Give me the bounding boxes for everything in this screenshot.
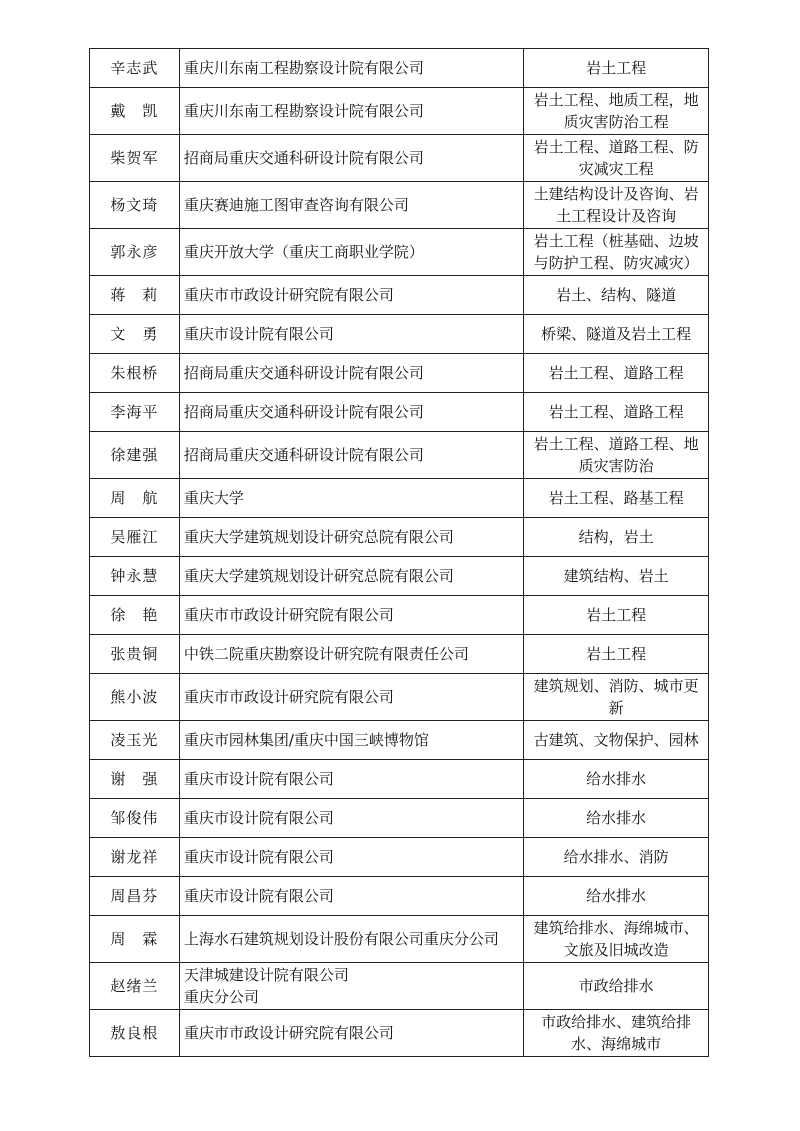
table-row [90,963,709,1010]
expert-name-cell: 辛志武 [90,49,180,88]
organization-cell [179,229,523,276]
expert-name-cell: 徐建强 [90,432,180,479]
organization-line: 重庆市设计院有限公司 [183,848,334,866]
specialty-cell: 岩土工程、地质工程，地质灾害防治工程 [524,88,709,135]
organization-line: 重庆市设计院有限公司 [183,887,334,905]
organization-cell [179,393,523,432]
expert-name-cell: 徐 艳 [90,596,180,635]
organization-line: 招商局重庆交通科研设计院有限公司 [183,149,424,167]
organization-line: 重庆市设计院有限公司 [183,809,334,827]
table-row [90,877,709,916]
specialty-cell: 岩土工程 [524,635,709,674]
table-row [90,229,709,276]
expert-name-cell: 郭永彦 [90,229,180,276]
expert-name-cell: 赵绪兰 [90,963,180,1010]
organization-cell [179,135,523,182]
organization-cell [179,315,523,354]
organization-cell [179,479,523,518]
table-row [90,479,709,518]
table-row [90,135,709,182]
specialty-cell: 给水排水 [524,760,709,799]
expert-name-cell: 文 勇 [90,315,180,354]
organization-line: 重庆分公司 [183,988,259,1006]
specialty-cell: 岩土工程 [524,596,709,635]
expert-name-cell: 吴雁江 [90,518,180,557]
specialty-cell: 给水排水、消防 [524,838,709,877]
table-row [90,760,709,799]
organization-cell [179,674,523,721]
expert-name-cell: 蒋 莉 [90,276,180,315]
specialty-cell: 岩土工程、道路工程 [524,354,709,393]
table-row [90,799,709,838]
organization-line: 重庆川东南工程勘察设计院有限公司 [183,59,424,77]
expert-name-cell: 杨文琦 [90,182,180,229]
expert-name-cell: 敖良根 [90,1010,180,1057]
organization-cell [179,49,523,88]
expert-name-cell: 朱根桥 [90,354,180,393]
specialty-cell: 岩土、结构、隧道 [524,276,709,315]
organization-line: 重庆市市政设计研究院有限公司 [183,688,394,706]
organization-cell [179,838,523,877]
organization-line: 中铁二院重庆勘察设计研究院有限责任公司 [183,645,469,663]
organization-cell [179,596,523,635]
table-row [90,354,709,393]
organization-cell [179,963,523,1010]
organization-line: 重庆市设计院有限公司 [183,770,334,788]
organization-cell [179,799,523,838]
table-row [90,432,709,479]
organization-line: 招商局重庆交通科研设计院有限公司 [183,403,424,421]
specialty-cell: 岩土工程、路基工程 [524,479,709,518]
specialty-cell: 建筑规划、消防、城市更新 [524,674,709,721]
roster-body [90,49,709,1057]
table-row [90,1010,709,1057]
expert-name-cell: 李海平 [90,393,180,432]
organization-cell [179,1010,523,1057]
table-row [90,182,709,229]
expert-name-cell: 周昌芬 [90,877,180,916]
organization-cell [179,877,523,916]
expert-name-cell: 邹俊伟 [90,799,180,838]
table-row [90,49,709,88]
organization-line: 重庆市设计院有限公司 [183,325,334,343]
table-row [90,88,709,135]
organization-line: 重庆赛迪施工图审查咨询有限公司 [183,196,409,214]
organization-line: 重庆开放大学（重庆工商职业学院） [183,243,424,261]
expert-name-cell: 谢 强 [90,760,180,799]
specialty-cell: 岩土工程、道路工程、地质灾害防治 [524,432,709,479]
organization-line: 招商局重庆交通科研设计院有限公司 [183,364,424,382]
expert-name-cell: 柴贺军 [90,135,180,182]
table-row [90,721,709,760]
specialty-cell: 岩土工程（桩基础、边坡与防护工程、防灾减灾） [524,229,709,276]
specialty-cell: 土建结构设计及咨询、岩土工程设计及咨询 [524,182,709,229]
organization-cell [179,182,523,229]
specialty-cell: 市政给排水 [524,963,709,1010]
organization-cell [179,354,523,393]
expert-name-cell: 凌玉光 [90,721,180,760]
specialty-cell: 古建筑、文物保护、园林 [524,721,709,760]
organization-line: 重庆市市政设计研究院有限公司 [183,606,394,624]
specialty-cell: 给水排水 [524,877,709,916]
expert-name-cell: 熊小波 [90,674,180,721]
organization-line: 重庆大学 [183,489,244,507]
organization-cell [179,721,523,760]
organization-cell [179,432,523,479]
specialty-cell: 给水排水 [524,799,709,838]
specialty-cell: 建筑结构、岩土 [524,557,709,596]
expert-roster-table [89,48,709,1057]
organization-line: 重庆市园林集团/重庆中国三峡博物馆 [183,731,429,749]
expert-name-cell: 张贵铜 [90,635,180,674]
organization-line: 重庆大学建筑规划设计研究总院有限公司 [183,528,454,546]
table-row [90,596,709,635]
specialty-cell: 桥梁、隧道及岩土工程 [524,315,709,354]
specialty-cell: 岩土工程、道路工程、防灾减灾工程 [524,135,709,182]
specialty-cell: 建筑给排水、海绵城市、文旅及旧城改造 [524,916,709,963]
table-row [90,276,709,315]
organization-cell [179,557,523,596]
organization-line: 重庆市市政设计研究院有限公司 [183,1024,394,1042]
organization-cell [179,518,523,557]
expert-name-cell: 周 航 [90,479,180,518]
organization-line: 重庆大学建筑规划设计研究总院有限公司 [183,567,454,585]
table-row [90,518,709,557]
organization-line: 上海水石建筑规划设计股份有限公司重庆分公司 [183,930,499,948]
expert-name-cell: 钟永慧 [90,557,180,596]
expert-name-cell: 戴 凯 [90,88,180,135]
expert-name-cell: 周 霖 [90,916,180,963]
specialty-cell: 岩土工程 [524,49,709,88]
expert-name-cell: 谢龙祥 [90,838,180,877]
organization-cell [179,88,523,135]
table-row [90,838,709,877]
table-row [90,916,709,963]
organization-line: 重庆市市政设计研究院有限公司 [183,286,394,304]
organization-line: 招商局重庆交通科研设计院有限公司 [183,446,424,464]
organization-line: 天津城建设计院有限公司 [183,966,349,984]
organization-cell [179,760,523,799]
organization-cell [179,276,523,315]
table-row [90,635,709,674]
organization-cell [179,916,523,963]
table-row [90,393,709,432]
table-row [90,674,709,721]
specialty-cell: 市政给排水、建筑给排水、海绵城市 [524,1010,709,1057]
organization-cell [179,635,523,674]
specialty-cell: 结构，岩土 [524,518,709,557]
organization-line: 重庆川东南工程勘察设计院有限公司 [183,102,424,120]
specialty-cell: 岩土工程、道路工程 [524,393,709,432]
table-row [90,557,709,596]
table-row [90,315,709,354]
